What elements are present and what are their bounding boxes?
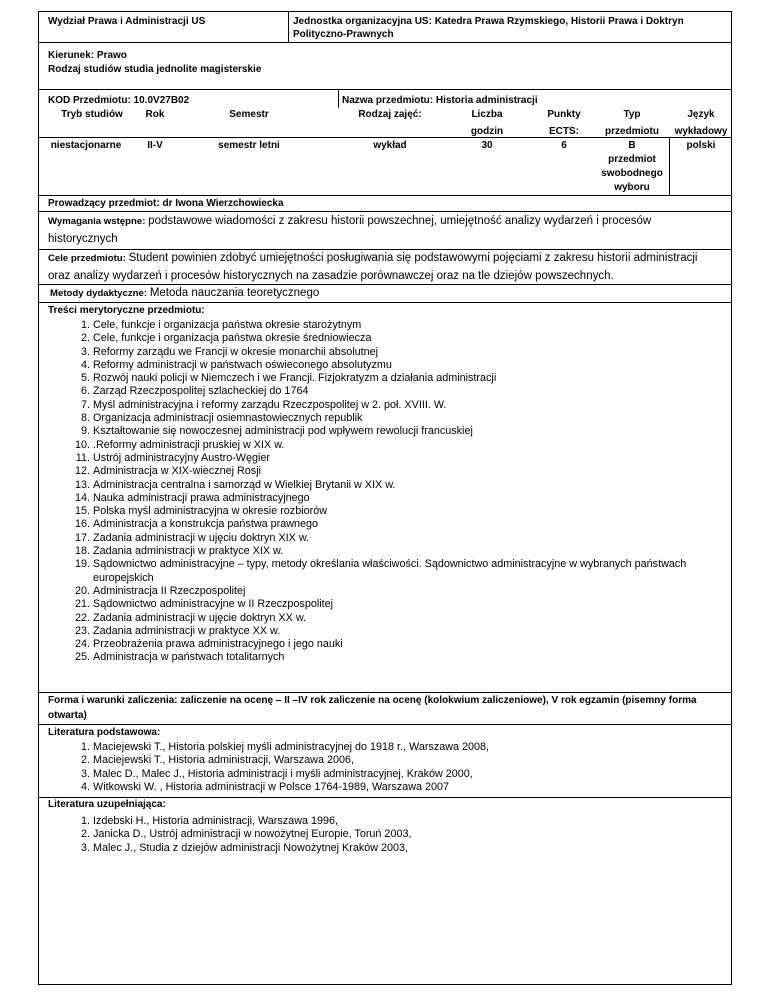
content-item-number: 15. [74,505,90,518]
methods-label: Metody dydaktyczne: [50,288,148,299]
content-item [48,452,728,465]
content-item [48,598,728,611]
literature-basic-item-text: Malec D., Malec J., Historia administracji i myśli administracyjnej, Kraków 2000, [93,767,473,780]
literature-basic-list [48,741,728,794]
content-item-text: Cele, funkcje i organizacja państwa okresie średniowiecza [93,332,372,345]
literature-basic-item-text: Maciejewski T., Historia administracji, Warszawa 2006, [93,754,355,767]
lecturer-name: Prowadzący przedmiot: dr Iwona Wierzchowiecka [48,198,284,209]
header-jezyk-1: Język [687,109,715,120]
value-punkty: 6 [561,140,567,151]
literature-basic-label: Literatura podstawowa: [48,727,161,738]
content-item-number: 22. [74,611,90,624]
content-item-text: Zadania administracji w ujęciu doktryn XIX w. [93,531,310,544]
content-item [48,412,728,425]
content-item-number: 1. [80,319,90,331]
value-typ-1: B [628,140,636,151]
content-item-text: Przeobrażenia prawa administracyjnego i jego nauki [93,638,343,651]
literature-basic-item-number: 3. [80,767,90,780]
content-item [48,651,728,664]
content-item [48,518,728,531]
methods-text: Metoda nauczania teoretycznego [149,287,320,299]
content-item-number: 16. [74,518,90,531]
requirements-text1: podstawowe wiadomości z zakresu historii powszechnej, umiejętność analizy wydarzeń i procesów [148,215,652,227]
header-tryb: Tryb studiów [61,109,123,120]
content-item [48,425,728,438]
content-item-text: .Reformy administracji pruskiej w XIX w. [93,438,285,451]
goals-label: Cele przedmiotu: [48,253,126,264]
content-item [48,332,728,345]
unit-name-line2: Polityczno-Prawnych [293,29,394,40]
value-typ-3: swobodnego [601,168,663,179]
content-item [48,558,728,585]
content-item-text: Administracja w państwach totalitarnych [93,651,285,664]
value-jezyk: polski [686,140,716,151]
content-item [48,532,728,545]
content-item-text: Reformy administracji w państwach oświeconego absolutyzmu [93,358,392,371]
value-tryb: niestacjonarne [50,140,122,151]
content-item-text: Polska myśl administracyjna w okresie rozbiorów [93,505,328,518]
content-item [48,359,728,372]
value-liczba: 30 [481,140,493,151]
content-item-text: Myśl administracyjna i reformy zarządu Rzeczpospolitej w 2. poł. XVIII. W. [93,398,447,411]
content-item [48,545,728,558]
content-item-number: 5. [80,372,90,385]
literature-basic-item [48,741,728,754]
literature-extra-label: Literatura uzupełniająca: [48,799,166,810]
content-item-text: Zadania administracji w praktyce XIX w. [93,545,284,558]
content-item [48,585,728,598]
content-item-text: Reformy zarządu we Francji w okresie monarchii absolutnej [93,345,379,358]
value-typ-2: przedmiot [608,154,656,165]
literature-extra-item [48,815,728,828]
content-item-number: 19. [74,558,90,571]
content-item-text: Rozwój nauki policji w Niemczech i we Francji. Fizjokratyzm a działania administracji [93,372,497,385]
course-name-divider [338,89,339,108]
faculty-name: Wydział Prawa i Administracji US [48,16,206,27]
content-item [48,439,728,452]
content-list [48,319,728,665]
content-item [48,399,728,412]
content-item-number: 25. [74,651,90,664]
content-item-text: Zadania administracji w praktyce XX w. [93,624,281,637]
content-item-number: 7. [80,398,90,411]
program-study-type: Rodzaj studiów studia jednolite magisterskie [48,64,262,75]
content-item-number: 12. [74,465,90,478]
content-item [48,479,728,492]
content-item [48,612,728,625]
content-label: Treści merytoryczne przedmiotu: [48,305,205,316]
content-item-number: 17. [74,531,90,544]
content-item-number: 14. [74,491,90,504]
header-liczba-1: Liczba [471,109,503,120]
literature-basic-item-number: 4. [80,780,90,793]
content-item-text: Ustrój administracyjny Austro-Węgier [93,451,270,464]
content-item [48,625,728,638]
literature-extra-item-number: 3. [80,841,90,854]
goals-text1: Student powinien zdobyć umiejętności posługiwania się podstawowymi pojęciami z zakresu historii administracji [128,252,698,264]
content-item [48,465,728,478]
value-rodzaj: wykład [373,140,407,151]
content-item-number: 3. [80,345,90,358]
requirements-label: Wymagania wstępne: [48,216,146,227]
assessment-line1: Forma i warunki zaliczenia: zaliczenie na ocenę – II –IV rok zaliczenie na ocenę (kolokwium zaliczeniowe), V rok egzamin (pisemny forma [48,695,697,706]
goals-text2: oraz analizy wydarzeń i procesów historycznych na zasadzie porównawczej oraz na tle dziejów powszechnych. [48,270,614,282]
content-item-text: Administracja centralna i samorząd w Wielkiej Brytanii w XIX w. [93,478,396,491]
course-code: KOD Przedmiotu: 10.0V27B02 [48,95,190,106]
content-item-number: 11. [75,451,90,464]
literature-extra-item [48,828,728,841]
content-item-text: Zarząd Rzeczpospolitej szlacheckiej do 1764 [93,385,309,398]
content-item-text: Sądownictwo administracyjne w II Rzeczpospolitej [93,598,334,611]
literature-basic-item [48,754,728,767]
header-typ-2: przedmiotu [605,126,659,137]
requirements-line1 [48,215,651,228]
content-item [48,372,728,385]
content-item-text: Organizacja administracji osiemnastowiecznych republik [93,412,363,425]
header-rodzaj: Rodzaj zajęć: [358,109,422,120]
literature-extra-item [48,842,728,855]
header-semestr: Semestr [229,109,269,120]
value-typ-4: wyboru [614,182,650,193]
content-item-text: Administracja w XIX-wiecznej Rosji [93,465,262,478]
content-item-text: Kształtowanie się nowoczesnej administracji pod wpływem rewolucji francuskiej [93,425,473,438]
content-item-text: Nauka administracji prawa administracyjnego [93,491,310,504]
content-item-number: 18. [74,545,90,558]
literature-extra-item-text: Malec J., Studia z dziejów administracji Nowożytnej Kraków 2003, [93,841,409,854]
program-direction: Kierunek: Prawo [48,50,127,61]
content-item-text: Zadania administracji w ujęcie doktryn XX w. [93,611,307,624]
content-item-number: 23. [74,624,90,637]
content-item [48,346,728,359]
literature-basic-item [48,781,728,794]
literature-basic-item-text: Maciejewski T., Historia polskiej myśli administracyjnej do 1918 r., Warszawa 2008, [93,741,490,753]
value-rok: II-V [147,140,163,151]
literature-basic-item-number: 1. [80,741,90,753]
header-rok: Rok [145,109,165,120]
header-jezyk-2: wykładowy [674,126,728,137]
content-item-number: 8. [80,412,90,425]
literature-extra-item-number: 1. [80,815,90,827]
content-item-text: Cele, funkcje i organizacja państwa okresie starożytnym [93,319,362,331]
content-item-number: 13. [74,478,90,491]
requirements-text2: historycznych [48,233,118,245]
course-name: Nazwa przedmiotu: Historia administracji [342,95,538,106]
goals-line1 [48,252,698,265]
literature-extra-item-number: 2. [80,828,90,841]
content-item-number: 21. [74,598,90,611]
methods-line [50,287,319,300]
content-item [48,319,728,332]
content-item-number: 20. [74,584,90,597]
literature-extra-item-text: Izdebski H., Historia administracji, Warszawa 1996, [93,815,339,827]
content-item [48,385,728,398]
literature-extra-item-text: Janicka D., Ustrój administracji w nowożytnej Europie, Toruń 2003, [93,828,412,841]
content-item-number: 10. [74,438,90,451]
content-item-text: Administracja a konstrukcja państwa prawnego [93,518,319,531]
content-item-text: Sądownictwo administracyjne – typy, metody określania właściwości. Sądownictwo administracyjne w wybranych państwach europejskich [93,558,687,584]
literature-basic-item-number: 2. [80,754,90,767]
content-item-number: 24. [74,638,90,651]
header-typ-1: Typ [623,109,641,120]
value-semestr: semestr letni [218,140,280,151]
unit-name-line1: Jednostka organizacyjna US: Katedra Prawa Rzymskiego, Historii Prawa i Doktryn [293,16,684,27]
literature-basic-item [48,768,728,781]
content-item-number: 6. [80,385,90,398]
header-punkty-1: Punkty [547,109,581,120]
literature-extra-list [48,815,728,855]
content-item-number: 9. [80,425,90,438]
content-item-number: 4. [80,358,90,371]
content-item-text: Administracja II Rzeczpospolitej [93,584,246,597]
header-liczba-2: godzin [470,126,504,137]
header-punkty-2: ECTS: [549,126,579,137]
content-item-number: 2. [80,332,90,345]
assessment-line2: otwarta) [48,710,87,721]
literature-basic-item-text: Witkowski W. , Historia administracji w Polsce 1764-1989, Warszawa 2007 [93,780,450,793]
content-item [48,505,728,518]
content-item [48,638,728,651]
content-item [48,492,728,505]
